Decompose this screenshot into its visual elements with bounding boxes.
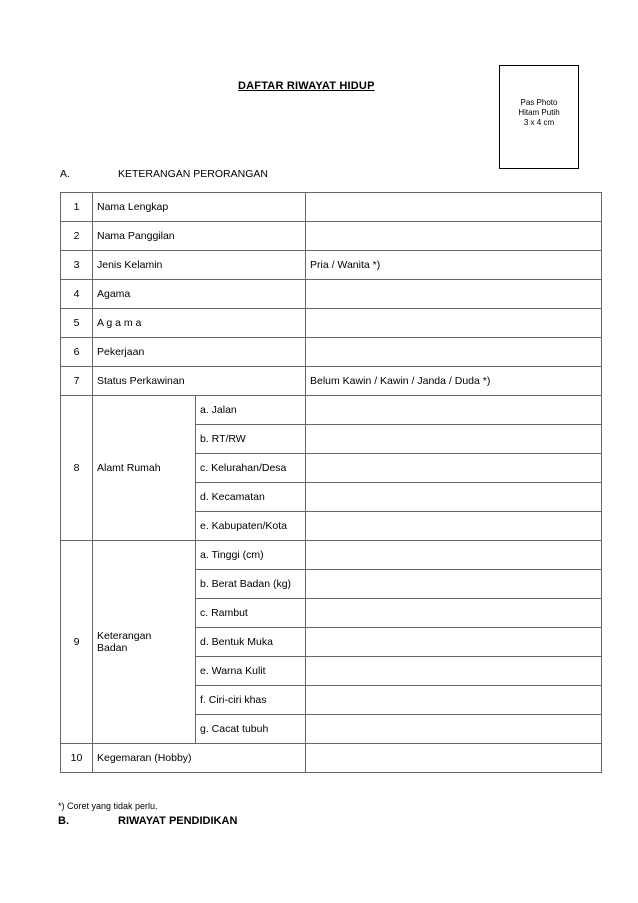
sub-label: d. Kecamatan — [196, 483, 306, 512]
table-row — [61, 193, 602, 222]
row-value-field[interactable] — [306, 338, 602, 367]
row-label: Nama Panggilan — [93, 222, 306, 251]
row-label: Nama Lengkap — [93, 193, 306, 222]
row-number: 10 — [61, 744, 93, 773]
row-value-field[interactable] — [306, 483, 602, 512]
row-label: Alamt Rumah — [93, 396, 196, 541]
row-value-field[interactable] — [306, 193, 602, 222]
sub-label: e. Warna Kulit — [196, 657, 306, 686]
photo-placeholder — [499, 65, 579, 169]
row-number: 2 — [61, 222, 93, 251]
row-value-field[interactable] — [306, 570, 602, 599]
row-value-field[interactable] — [306, 425, 602, 454]
table-row — [61, 280, 602, 309]
sub-label: a. Jalan — [196, 396, 306, 425]
row-number: 1 — [61, 193, 93, 222]
row-value-field[interactable] — [306, 657, 602, 686]
row-value-field[interactable] — [306, 309, 602, 338]
table-row — [61, 222, 602, 251]
row-label: Pekerjaan — [93, 338, 306, 367]
row-value-field[interactable] — [306, 280, 602, 309]
sub-label: c. Rambut — [196, 599, 306, 628]
row-number: 7 — [61, 367, 93, 396]
row-value-field[interactable] — [306, 686, 602, 715]
photo-label-line3: 3 x 4 cm — [523, 118, 555, 127]
table-row — [61, 744, 602, 773]
footnote: *) Coret yang tidak perlu. — [58, 801, 158, 811]
row-value-field[interactable] — [306, 599, 602, 628]
table-row — [61, 338, 602, 367]
row-value-field[interactable] — [306, 222, 602, 251]
table-row — [61, 367, 602, 396]
row-label: Kegemaran (Hobby) — [93, 744, 306, 773]
row-number: 9 — [61, 541, 93, 744]
row-label: Jenis Kelamin — [93, 251, 306, 280]
row-value-field[interactable] — [306, 628, 602, 657]
table-row — [61, 541, 602, 570]
sub-label: c. Kelurahan/Desa — [196, 454, 306, 483]
table-row — [61, 396, 602, 425]
section-a-number: A. — [60, 168, 70, 180]
sub-label: a. Tinggi (cm) — [196, 541, 306, 570]
personal-info-table — [60, 192, 602, 773]
row-number: 4 — [61, 280, 93, 309]
row-number: 6 — [61, 338, 93, 367]
sub-label: b. RT/RW — [196, 425, 306, 454]
row-number: 8 — [61, 396, 93, 541]
sub-label: g. Cacat tubuh — [196, 715, 306, 744]
row-label: A g a m a — [93, 309, 306, 338]
table-row — [61, 309, 602, 338]
section-b-title: RIWAYAT PENDIDIKAN — [118, 815, 238, 827]
row-label — [93, 541, 196, 744]
row-label: Agama — [93, 280, 306, 309]
row-value-field[interactable] — [306, 396, 602, 425]
row-value-field[interactable] — [306, 541, 602, 570]
row-label: Status Perkawinan — [93, 367, 306, 396]
document-title: DAFTAR RIWAYAT HIDUP — [238, 80, 375, 92]
table-row — [61, 251, 602, 280]
photo-label-line2: Hitam Putih — [518, 108, 560, 117]
row-label-line2: Badan — [97, 642, 128, 654]
sub-label: b. Berat Badan (kg) — [196, 570, 306, 599]
row-number: 3 — [61, 251, 93, 280]
row-value-field[interactable] — [306, 512, 602, 541]
row-value-field[interactable] — [306, 454, 602, 483]
row-label-line1: Keterangan — [97, 630, 152, 642]
row-value-field[interactable]: Pria / Wanita *) — [306, 251, 602, 280]
row-value-field[interactable] — [306, 715, 602, 744]
section-b-number: B. — [58, 815, 69, 827]
sub-label: e. Kabupaten/Kota — [196, 512, 306, 541]
section-a-title: KETERANGAN PERORANGAN — [118, 168, 268, 180]
row-number: 5 — [61, 309, 93, 338]
sub-label: d. Bentuk Muka — [196, 628, 306, 657]
row-value-field[interactable] — [306, 744, 602, 773]
row-value-field[interactable]: Belum Kawin / Kawin / Janda / Duda *) — [306, 367, 602, 396]
photo-label-line1: Pas Photo — [520, 98, 558, 107]
sub-label: f. Ciri-ciri khas — [196, 686, 306, 715]
